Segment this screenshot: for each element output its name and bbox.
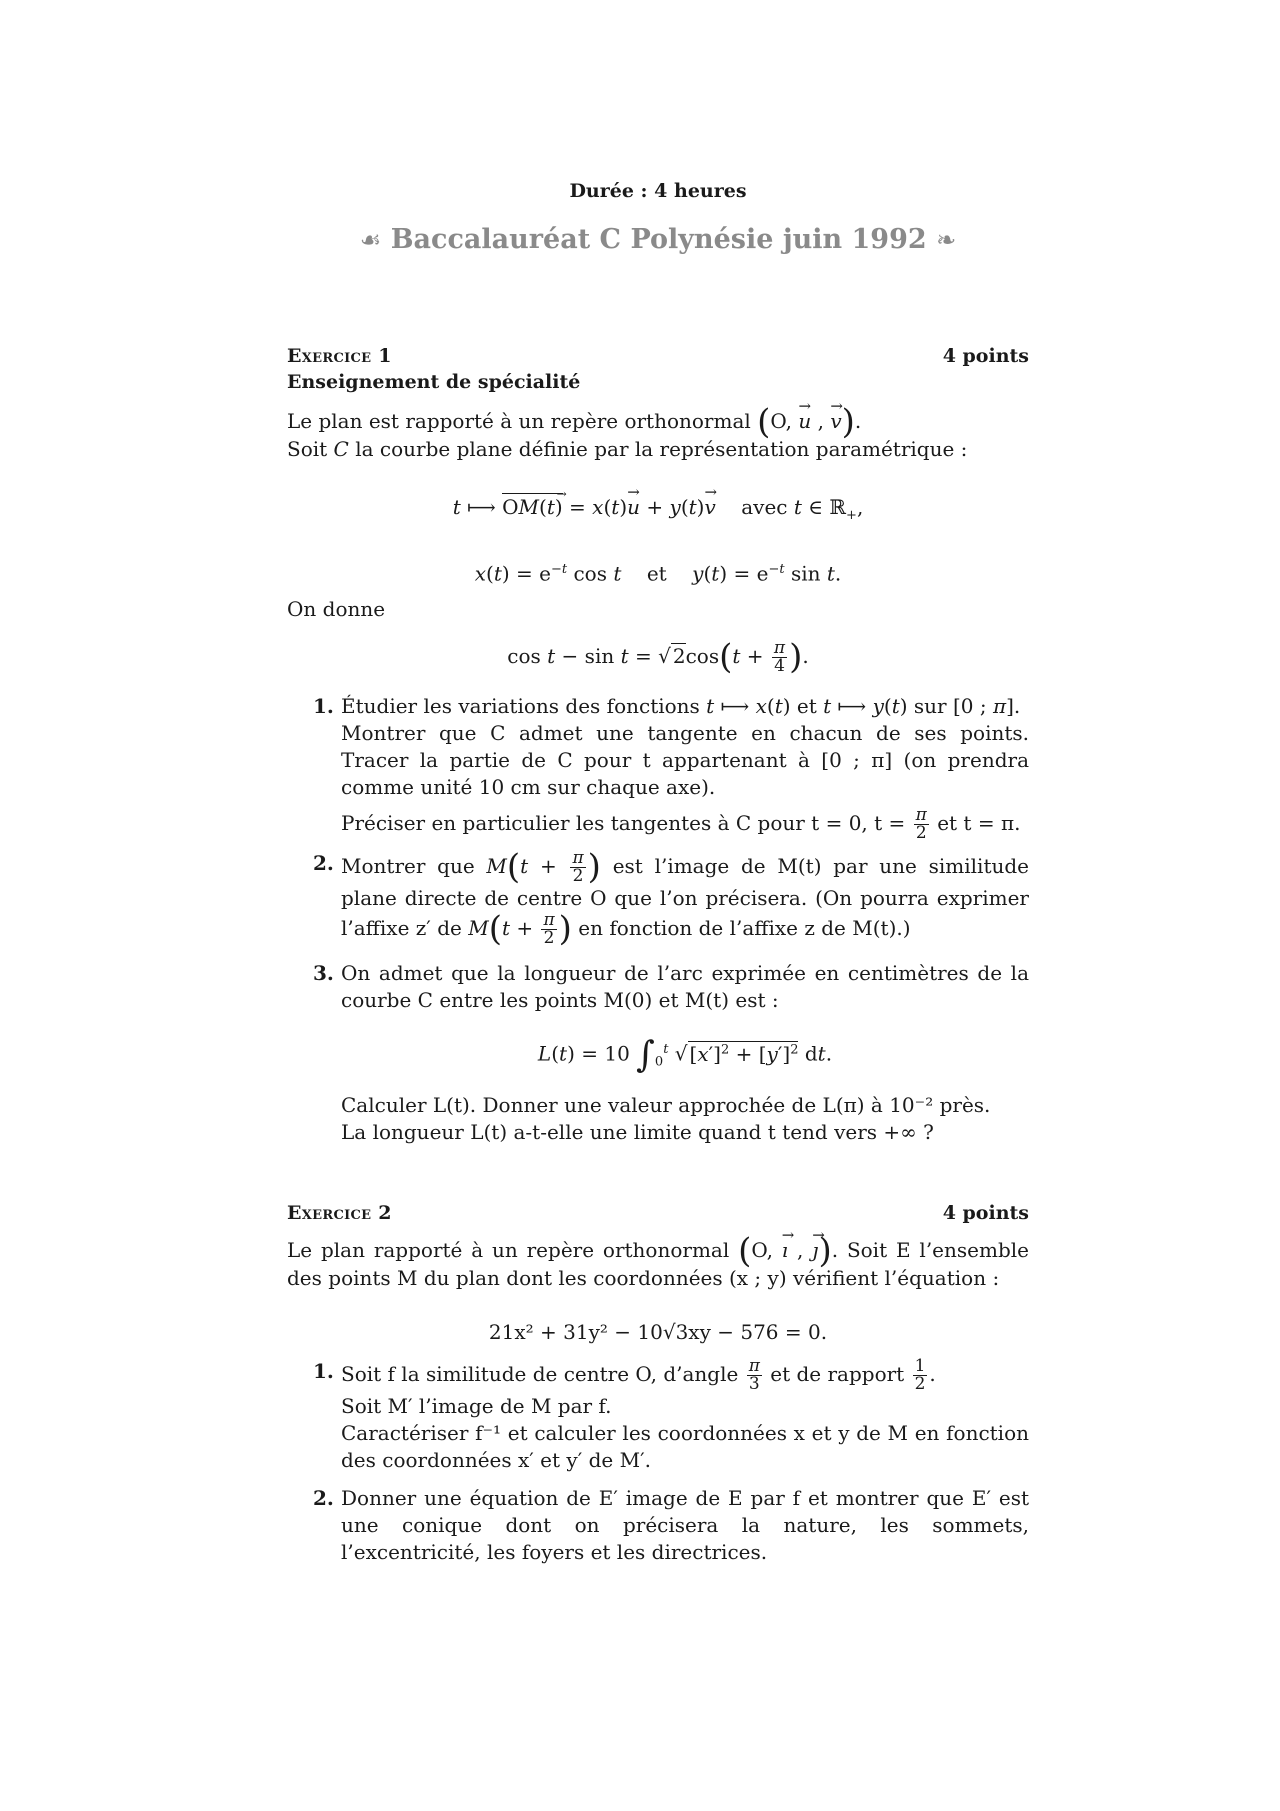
exercise-2-intro: Le plan rapporté à un repère orthonormal (O, → ı , → ȷ). Soit E l’ensemble des points M du plan dont les coordonnées (x ; y) vérifient l’équation : [287, 1237, 1029, 1292]
exercise-1-name: Exercice 1 [287, 345, 392, 367]
exercise-2-name: Exercice 2 [287, 1202, 392, 1224]
intro-line-2: Soit C la courbe plane définie par la représentation paramétrique : [287, 437, 968, 461]
arc-length-integral: L(t) = 10 $\int_0^t$ √ $[x']^2 + [y']^2$ dt. [537, 1034, 833, 1076]
conic-equation: 21x² + 31y² − 10√3xy − 576 = 0. [488, 1320, 828, 1344]
ex2-question-1: 1. Soit f la similitude de centre O, d’angle $\frac{\pi}{3}$ et de rapport $\frac{1}{2}$ . Soit M′ l’image de M par f. Caractériser f⁻¹ et calculer les coordonnées x et y de M en fonction des coordonnées x′ et y′ de M′. [313, 1356, 1029, 1472]
title-text: Baccalauréat C Polynésie juin 1992 [390, 224, 927, 255]
ex1-question-2: 2. Montrer que M(t + $\frac{\pi}{2}$ ) est l’image de M(t) par une similitude plane directe de centre O que l’on précisera. (On pourra exprimer l’affixe z′ de M(t + $\frac{\pi}{2}$ ) en fonction de l’affixe z de M(t).) [313, 847, 1029, 949]
trig-identity: cos t − sin t = √ 2cos(t + $\frac{\pi}{4}$ ). [507, 637, 809, 677]
ex1-question-3: 3. On admet que la longueur de l’arc exprimée en centimètres de la courbe C entre les points M(0) et M(t) est : L(t) = 10 $\int_0^t$ √ $[x']^2 + [y']^2$ dt. Calculer L(t). Donner une valeur approchée de L(π) à 10⁻² près. La longueur L(t) a-t-elle une limite quand t tend vers +∞ ? [313, 961, 1029, 1144]
on-donne: On donne [287, 597, 386, 621]
exercise-2-header [287, 1200, 1029, 1227]
page-title [287, 226, 1029, 254]
exercise-1-intro [287, 402, 1029, 463]
ornament-left-icon: ☙ [359, 226, 382, 254]
intro-line-1: Le plan est rapporté à un repère orthonormal (O, → u , → v). [287, 408, 1029, 436]
exercise-1-points: 4 points [942, 345, 1029, 367]
ornament-right-icon: ❧ [936, 226, 957, 254]
ex2-question-2: 2. Donner une équation de E′ image de E par f et montrer que E′ est une conique dont on précisera la nature, les sommets, l’excentricité, les foyers et les directrices. [313, 1486, 1029, 1564]
ex1-question-1: 1. Étudier les variations des fonctions t ⟼ x(t) et t ⟼ y(t) sur [0 ; π]. Montrer que C admet une tangente en chacun de ses points. Tracer la partie de C pour t appartenant à [0 ; π] (on prendra comme unité 10 cm sur chaque axe). Préciser en particulier les tangentes à C pour t = 0, t = $\frac{\pi}{2}$ et t = π. [313, 694, 1029, 843]
exercise-2-points: 4 points [942, 1202, 1029, 1224]
duration: Durée : 4 heures [569, 180, 747, 202]
exercise-1-subtitle: Enseignement de spécialité [287, 371, 581, 393]
parametric-equation: t ⟼ OM(t) → = x(t)→ u + y(t)→ v avec t ∈ ℝ$_+$, [287, 494, 1029, 529]
exercise-1-header [287, 343, 1029, 370]
coordinate-equations: $x(t) = e^{-t}$ cos t et $y(t) = e^{-t}$ sin t. [474, 561, 842, 586]
